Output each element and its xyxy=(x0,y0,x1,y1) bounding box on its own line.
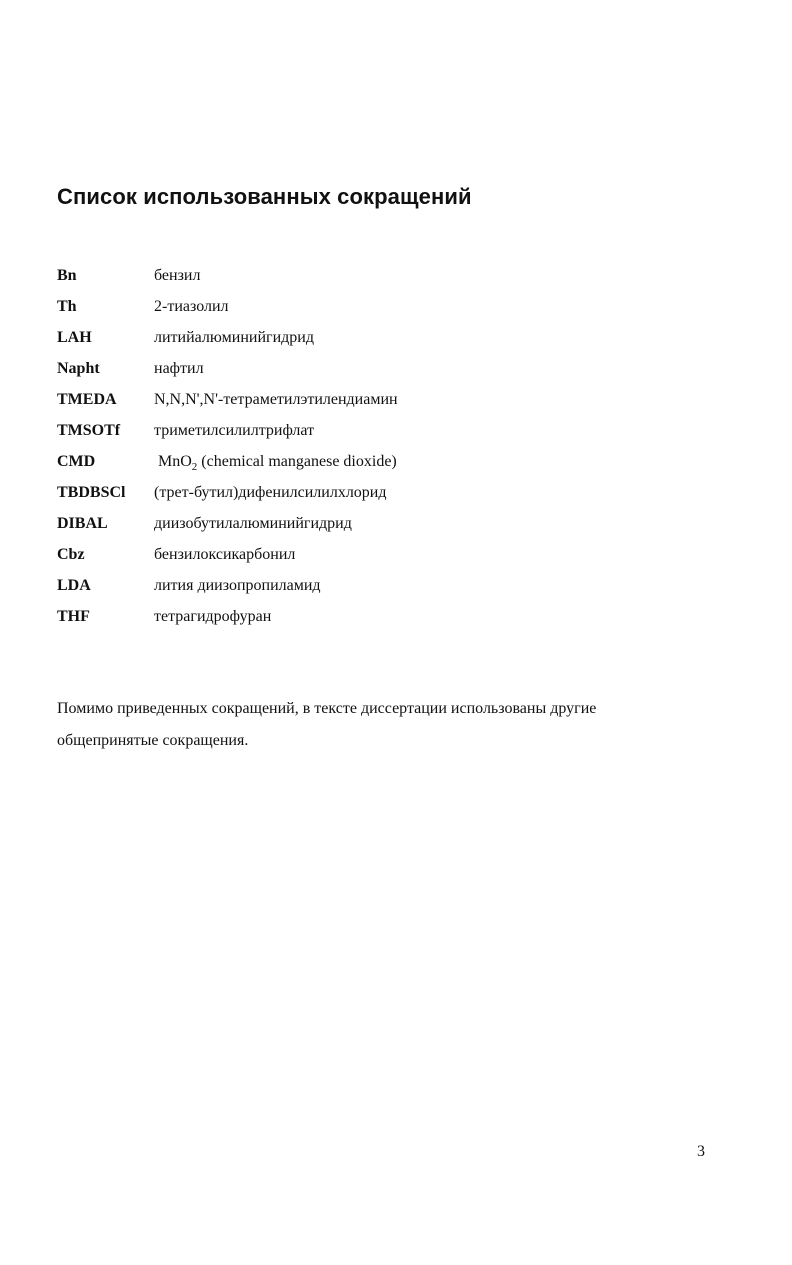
abbreviation-term: THF xyxy=(57,607,90,625)
abbreviation-row-tmsotf xyxy=(57,415,617,446)
abbreviation-definition: нафтил xyxy=(154,359,204,377)
abbreviation-term: LDA xyxy=(57,576,91,594)
abbreviation-term: Bn xyxy=(57,266,77,284)
abbreviation-row-cmd xyxy=(57,446,617,477)
abbreviation-definition xyxy=(154,452,397,472)
abbreviation-term: CMD xyxy=(57,452,96,470)
abbreviation-definition: литийалюминийгидрид xyxy=(154,328,314,346)
abbreviation-definition: лития диизопропиламид xyxy=(154,576,321,594)
abbreviation-definition: бензилоксикарбонил xyxy=(154,545,296,563)
formula-description: (chemical manganese dioxide) xyxy=(197,452,397,470)
abbreviation-term: LAH xyxy=(57,328,92,346)
abbreviation-definition: (трет-бутил)дифенилсилилхлорид xyxy=(154,483,387,501)
abbreviation-row-thf xyxy=(57,601,617,632)
abbreviation-definition: триметилсилилтрифлат xyxy=(154,421,315,439)
abbreviation-term: Th xyxy=(57,297,77,315)
note-paragraph: Помимо приведенных сокращений, в тексте диссертации использованы другие общепринятые сокращения. xyxy=(57,700,597,749)
abbreviation-row-dibal xyxy=(57,508,617,539)
abbreviation-row-napht xyxy=(57,353,617,384)
page-number: 3 xyxy=(697,1143,705,1160)
abbreviation-row-tmeda xyxy=(57,384,617,415)
abbreviation-term: DIBAL xyxy=(57,514,108,532)
abbreviation-term: TMSOTf xyxy=(57,421,121,439)
abbreviation-row-lah xyxy=(57,322,617,353)
abbreviation-row-tbdbscl xyxy=(57,477,617,508)
abbreviation-definition: 2-тиазолил xyxy=(154,297,229,315)
page-title: Список использованных сокращений xyxy=(57,184,472,209)
abbreviation-term: TBDBSCl xyxy=(57,483,126,501)
abbreviation-row-lda xyxy=(57,570,617,601)
abbreviation-row-cbz xyxy=(57,539,617,570)
abbreviation-term: Cbz xyxy=(57,545,85,563)
abbreviation-term: TMEDA xyxy=(57,390,117,408)
abbreviation-definition: N,N,N',N'-тетраметилэтилендиамин xyxy=(154,390,398,408)
formula-text: MnO xyxy=(158,452,192,470)
abbreviation-term: Napht xyxy=(57,359,100,377)
abbreviation-definition: диизобутилалюминийгидрид xyxy=(154,514,352,532)
abbreviation-row-bn xyxy=(57,260,617,291)
abbreviation-list xyxy=(57,260,617,632)
abbreviation-definition: бензил xyxy=(154,266,201,284)
formula-subscript: 2 xyxy=(191,460,198,473)
abbreviation-row-th xyxy=(57,291,617,322)
abbreviation-definition: тетрагидрофуран xyxy=(154,607,272,625)
